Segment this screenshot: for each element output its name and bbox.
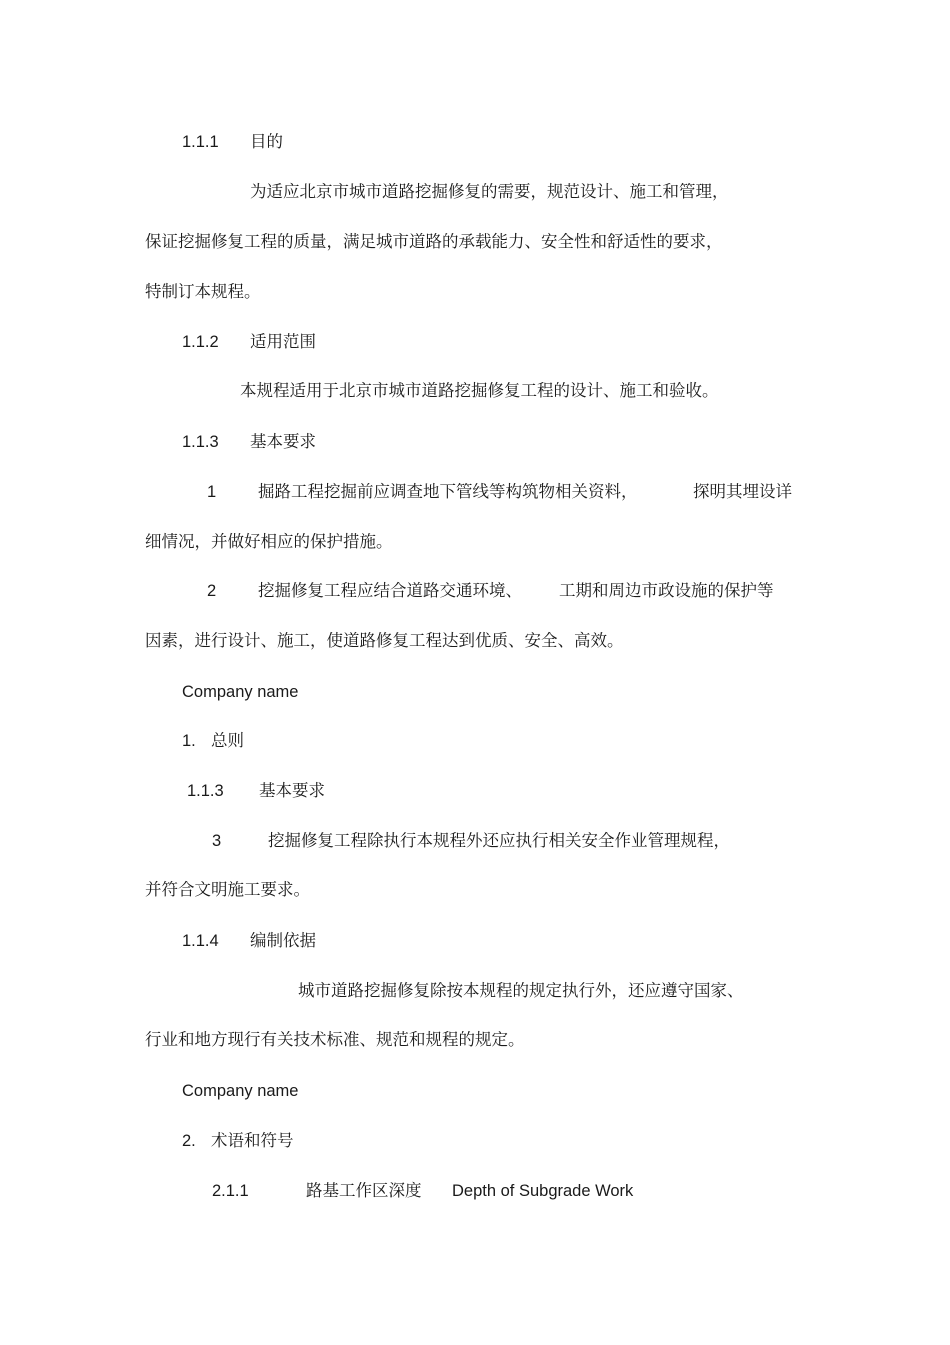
chapter-2-title: 术语和符号 (211, 1131, 294, 1150)
section-1-1-2-title: 适用范围 (250, 332, 316, 351)
purpose-line-1: 为适应北京市城市道路挖掘修复的需要，规范设计、施工和管理， (250, 182, 729, 201)
item-2-number: 2 (207, 582, 217, 600)
item-2-line-1b: 工期和周边市政设施的保护等 (559, 581, 774, 600)
basis-line-2: 行业和地方现行有关技术标准、规范和规程的规定。 (145, 1030, 525, 1049)
section-1-1-1-number: 1.1.1 (182, 133, 219, 151)
section-1-1-2-number: 1.1.2 (182, 333, 219, 351)
item-1-line-1b: 探明其埋设详 (693, 482, 792, 501)
item-1-line-1a: 掘路工程挖掘前应调查地下管线等构筑物相关资料， (258, 482, 638, 501)
basis-line-1: 城市道路挖掘修复除按本规程的规定执行外，还应遵守国家、 (298, 981, 744, 1000)
section-1-1-4-title: 编制依据 (250, 931, 316, 950)
item-1-number: 1 (207, 483, 217, 501)
section-1-1-3-repeat-number: 1.1.3 (187, 782, 224, 800)
item-3-line-1: 挖掘修复工程除执行本规程外还应执行相关安全作业管理规程， (268, 831, 730, 850)
section-2-1-1-number: 2.1.1 (212, 1182, 249, 1200)
item-3-number: 3 (212, 832, 222, 850)
chapter-1-title: 总则 (211, 731, 244, 750)
purpose-line-3: 特制订本规程。 (145, 282, 261, 301)
section-2-1-1-title-en: Depth of Subgrade Work (452, 1182, 634, 1200)
section-1-1-3-title: 基本要求 (250, 432, 316, 451)
purpose-line-2: 保证挖掘修复工程的质量，满足城市道路的承载能力、安全性和舒适性的要求， (145, 232, 723, 251)
chapter-1-number: 1. (182, 732, 196, 750)
item-1-line-2: 细情况，并做好相应的保护措施。 (145, 532, 393, 551)
scope-line-1: 本规程适用于北京市城市道路挖掘修复工程的设计、施工和验收。 (240, 381, 719, 400)
item-3-line-2: 并符合文明施工要求。 (145, 880, 310, 899)
item-2-line-2: 因素，进行设计、施工，使道路修复工程达到优质、安全、高效。 (145, 631, 624, 650)
company-name-2: Company name (182, 1082, 299, 1100)
item-2-line-1a: 挖掘修复工程应结合道路交通环境、 (258, 581, 522, 600)
company-name-1: Company name (182, 683, 299, 701)
section-2-1-1-title-cn: 路基工作区深度 (306, 1181, 422, 1200)
section-1-1-4-number: 1.1.4 (182, 932, 219, 950)
section-1-1-1-title: 目的 (250, 132, 283, 151)
section-1-1-3-repeat-title: 基本要求 (259, 781, 325, 800)
section-1-1-3-number: 1.1.3 (182, 433, 219, 451)
chapter-2-number: 2. (182, 1132, 196, 1150)
